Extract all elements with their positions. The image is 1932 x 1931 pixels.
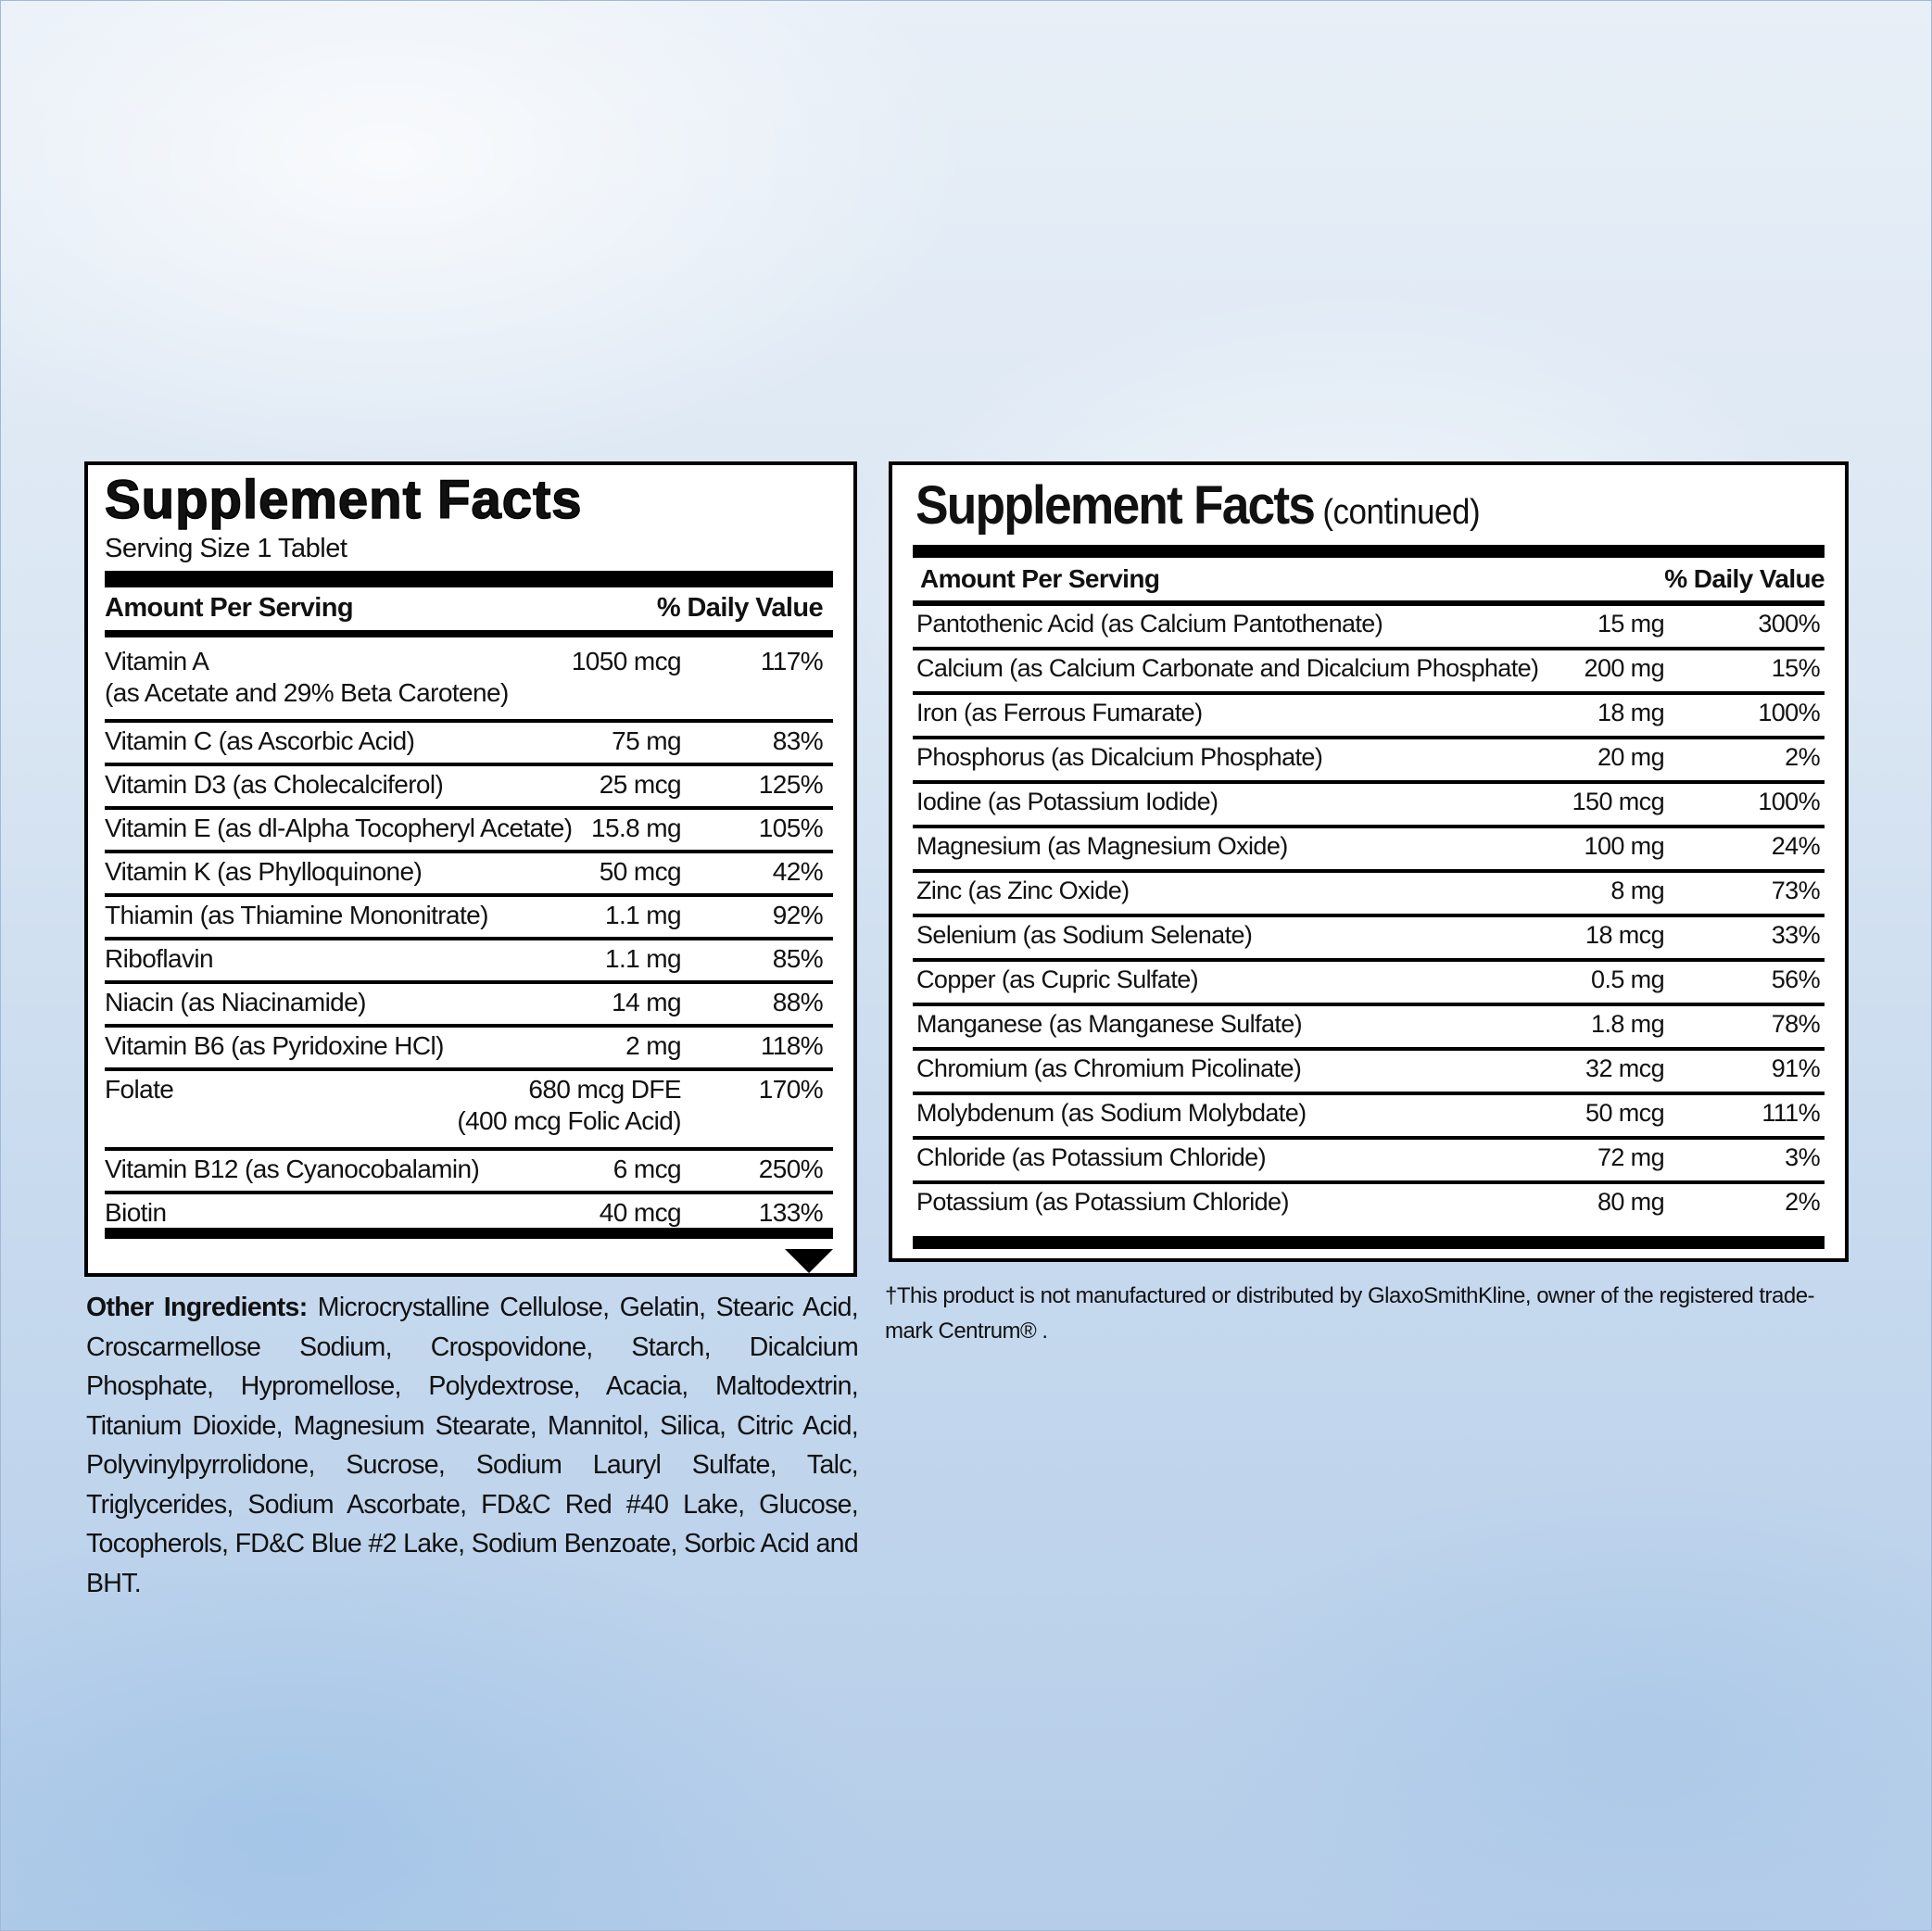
nutrient-name: Riboflavin xyxy=(105,944,213,973)
nutrient-daily-value: 100% xyxy=(1758,788,1820,815)
nutrient-name: Selenium (as Sodium Selenate) xyxy=(916,921,1253,949)
nutrient-amount: 20 mg xyxy=(1597,743,1664,771)
nutrient-name: Vitamin B6 (as Pyridoxine HCl) xyxy=(105,1031,444,1060)
nutrient-daily-value: 170% xyxy=(758,1075,823,1104)
nutrient-name: Vitamin A xyxy=(105,647,209,675)
nutrient-daily-value: 42% xyxy=(772,857,823,886)
serving-size: Serving Size 1 Tablet xyxy=(105,534,347,563)
nutrient-daily-value: 118% xyxy=(760,1031,823,1060)
nutrient-name: Manganese (as Manganese Sulfate) xyxy=(916,1010,1303,1038)
nutrient-daily-value: 111% xyxy=(1762,1099,1820,1127)
nutrient-daily-value: 24% xyxy=(1771,832,1820,860)
table-row xyxy=(913,650,1825,695)
table-row xyxy=(913,917,1825,962)
nutrient-amount: 72 mg xyxy=(1597,1143,1664,1171)
nutrient-source: (as Acetate and 29% Beta Carotene) xyxy=(105,678,509,707)
table-row xyxy=(105,766,833,810)
nutrient-daily-value: 2% xyxy=(1785,1188,1820,1216)
supplement-facts-panel xyxy=(84,461,857,1277)
nutrient-amount: 1050 mcg xyxy=(571,647,681,675)
panel-title-text: Supplement Facts xyxy=(915,475,1315,536)
nutrient-name: Vitamin E (as dl-Alpha Tocopheryl Acetate) xyxy=(105,814,573,842)
nutrient-daily-value: 33% xyxy=(1771,921,1820,949)
table-row xyxy=(105,1151,833,1194)
table-row xyxy=(913,784,1825,828)
nutrient-amount: 15.8 mg xyxy=(591,814,681,842)
panel-title: Supplement Facts xyxy=(105,470,583,530)
nutrient-name: Vitamin K (as Phylloquinone) xyxy=(105,857,423,886)
nutrient-amount: 25 mcg xyxy=(599,770,681,799)
nutrient-amount: 50 mcg xyxy=(1585,1099,1664,1127)
table-row xyxy=(105,810,833,853)
nutrient-name: Iron (as Ferrous Fumarate) xyxy=(916,699,1203,726)
nutrient-name: Copper (as Cupric Sulfate) xyxy=(916,966,1199,993)
header-divider xyxy=(105,630,833,637)
table-row xyxy=(913,739,1825,784)
nutrient-amount: 1.8 mg xyxy=(1591,1010,1664,1038)
nutrient-name: Pantothenic Acid (as Calcium Pantothenate) xyxy=(916,610,1383,637)
nutrient-amount: 1.1 mg xyxy=(605,901,681,929)
nutrient-name: Vitamin C (as Ascorbic Acid) xyxy=(105,726,415,755)
nutrient-amount: 200 mg xyxy=(1584,654,1664,682)
panel-title-suffix: (continued) xyxy=(1322,493,1481,532)
table-row xyxy=(913,828,1825,873)
table-row xyxy=(913,1184,1825,1229)
table-row xyxy=(105,723,833,766)
table-row xyxy=(105,940,833,984)
nutrient-amount: 0.5 mg xyxy=(1591,966,1664,993)
nutrient-name: Vitamin D3 (as Cholecalciferol) xyxy=(105,770,444,799)
table-row xyxy=(105,897,833,940)
nutrient-daily-value: 92% xyxy=(772,901,823,929)
nutrient-amount: 14 mg xyxy=(612,988,681,1016)
nutrient-amount-detail: (400 mcg Folic Acid) xyxy=(457,1106,681,1135)
nutrient-daily-value: 105% xyxy=(758,814,823,842)
table-row xyxy=(913,695,1825,739)
trademark-disclaimer: †This product is not manufactured or distributed by GlaxoSmithKline, owner of the registered trade-mark Centrum® . xyxy=(885,1283,1815,1344)
table-row xyxy=(913,962,1825,1006)
nutrient-name: Vitamin B12 (as Cyanocobalamin) xyxy=(105,1155,480,1183)
nutrient-amount: 75 mg xyxy=(612,726,681,755)
table-row xyxy=(105,853,833,897)
nutrient-daily-value: 91% xyxy=(1771,1054,1820,1082)
supplement-facts-continued-panel xyxy=(889,461,1849,1262)
nutrient-amount: 150 mcg xyxy=(1572,788,1664,815)
nutrient-amount: 2 mg xyxy=(625,1031,681,1060)
panel-title xyxy=(915,474,1480,536)
nutrient-name: Phosphorus (as Dicalcium Phosphate) xyxy=(916,743,1323,771)
nutrient-daily-value: 85% xyxy=(772,944,823,973)
header-daily-value: % Daily Value xyxy=(656,593,823,623)
nutrient-amount: 6 mcg xyxy=(612,1155,681,1183)
table-row xyxy=(913,1006,1825,1051)
other-ingredients xyxy=(86,1288,858,1603)
nutrient-name: Molybdenum (as Sodium Molybdate) xyxy=(916,1099,1307,1127)
bottom-divider xyxy=(105,1228,833,1239)
nutrient-amount: 18 mcg xyxy=(1585,921,1664,949)
nutrient-amount: 680 mcg DFE xyxy=(528,1075,681,1104)
nutrient-daily-value: 250% xyxy=(758,1155,823,1183)
continued-arrow-icon xyxy=(785,1249,833,1273)
table-row xyxy=(913,1140,1825,1184)
nutrient-daily-value: 100% xyxy=(1758,699,1820,726)
table-row xyxy=(105,984,833,1028)
nutrient-name: Biotin xyxy=(105,1198,167,1227)
nutrient-amount: 1.1 mg xyxy=(605,944,681,973)
nutrient-amount: 40 mcg xyxy=(599,1198,681,1227)
nutrient-name: Zinc (as Zinc Oxide) xyxy=(916,877,1130,904)
nutrient-daily-value: 117% xyxy=(760,647,823,675)
nutrient-name: Chloride (as Potassium Chloride) xyxy=(916,1143,1266,1171)
nutrient-amount: 50 mcg xyxy=(599,857,681,886)
nutrient-daily-value: 56% xyxy=(1771,966,1820,993)
nutrient-daily-value: 88% xyxy=(772,988,823,1016)
nutrient-name: Iodine (as Potassium Iodide) xyxy=(916,788,1219,815)
nutrient-daily-value: 83% xyxy=(772,726,823,755)
nutrient-amount: 80 mg xyxy=(1597,1188,1664,1216)
nutrient-amount: 8 mg xyxy=(1610,877,1664,904)
table-row xyxy=(105,643,833,723)
nutrient-daily-value: 73% xyxy=(1771,877,1820,904)
nutrient-amount: 100 mg xyxy=(1584,832,1664,860)
nutrient-name: Niacin (as Niacinamide) xyxy=(105,988,366,1016)
other-ingredients-label: Other Ingredients: xyxy=(86,1293,308,1322)
nutrient-amount: 15 mg xyxy=(1597,610,1664,637)
nutrient-daily-value: 3% xyxy=(1785,1143,1820,1171)
table-row xyxy=(105,1028,833,1071)
header-daily-value: % Daily Value xyxy=(1664,564,1825,593)
nutrient-daily-value: 78% xyxy=(1771,1010,1820,1038)
table-row xyxy=(105,1071,833,1151)
header-amount-per-serving: Amount Per Serving xyxy=(920,564,1160,593)
nutrient-amount: 18 mg xyxy=(1597,699,1664,726)
table-row xyxy=(913,1051,1825,1095)
bottom-divider xyxy=(913,1236,1825,1249)
table-row xyxy=(913,1095,1825,1140)
table-row xyxy=(913,606,1825,650)
other-ingredients-text: Microcrystalline Cellulose, Gelatin, Stearic Acid, Croscarmellose Sodium, Crospovidone, Starch, Dicalcium Phosphate, Hypromellose, Polydextrose, Acacia, Maltodextrin, Titanium Dioxide, Magnesium Stearate, Mannitol, Silica, Citric Acid, Polyvinylpyrrolidone, Sucrose, Sodium Lauryl Sulfate, Talc, Triglycerides, Sodium Ascorbate, FD&C Red #40 Lake, Glucose, Tocopherols, FD&C Blue #2 Lake, Sodium Benzoate, Sorbic Acid and BHT. xyxy=(86,1293,858,1598)
nutrient-name: Folate xyxy=(105,1075,174,1104)
nutrient-amount: 32 mcg xyxy=(1585,1054,1664,1082)
nutrient-daily-value: 300% xyxy=(1758,610,1820,637)
nutrient-name: Calcium (as Calcium Carbonate and Dicalcium Phosphate) xyxy=(916,654,1539,682)
table-header xyxy=(105,587,833,630)
nutrient-daily-value: 2% xyxy=(1785,743,1820,771)
header-amount-per-serving: Amount Per Serving xyxy=(105,593,353,623)
nutrient-name: Magnesium (as Magnesium Oxide) xyxy=(916,832,1288,860)
thick-divider xyxy=(913,545,1825,558)
nutrient-name: Potassium (as Potassium Chloride) xyxy=(916,1188,1289,1216)
table-header xyxy=(913,558,1825,600)
table-row xyxy=(913,873,1825,917)
nutrient-name: Chromium (as Chromium Picolinate) xyxy=(916,1054,1302,1082)
nutrient-daily-value: 15% xyxy=(1771,654,1820,682)
nutrient-daily-value: 133% xyxy=(758,1198,823,1227)
nutrient-daily-value: 125% xyxy=(758,770,823,799)
thick-divider xyxy=(105,571,833,587)
nutrient-name: Thiamin (as Thiamine Mononitrate) xyxy=(105,901,488,929)
